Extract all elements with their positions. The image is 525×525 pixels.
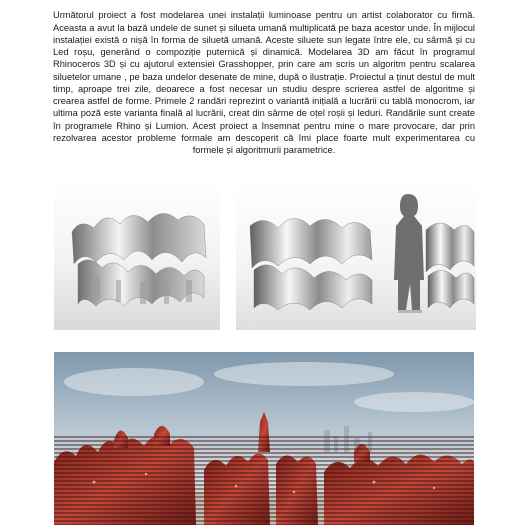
render-final-red-wire <box>54 352 474 525</box>
render-monochrome-2 <box>236 180 476 330</box>
article-paragraph: Următorul proiect a fost modelarea unei instalații luminoase pentru un artist colaborator cu firmă. Aceasta a avut la bază undele de sunet și silueta umană multiplicată pe baza acestor unde. În mijlocul instalației există o nișă în forma de siluetă umană. Aceste siluete sun legate între ele, cu sârmă și cu Led roșu, generând o compoziție puternică și dinamică. Modelarea 3D am făcut în programul Rhinoceros 3D și cu ajutorul extensiei Grasshopper, prin care am scris un algoritm pentru scalarea siluetelor umane , pe baza undelor desenate de mine, după o ilustrație. Proiectul a ținut destul de mult timp, aproape trei zile, deoarece a fost necesar un studiu despre scrierea astfel de algoritme și crearea astfel de forme. Primele 2 randări reprezint o variantă inițială a lucrării cu tablă monocrom, iar ultima poză este varianta finală al lucrării, creat din sârme de oțel roșii și leduri. Randările sunt create în programele Rhino și Lumion. Acest proiect a însemnat pentru mine o mare provocare, dar prin rezolvarea acestor probleme formale am descoperit că îmi place foarte mult experimentarea cu formele și algoritmurii parametrice. <box>53 10 475 156</box>
render-monochrome-1 <box>54 180 220 330</box>
